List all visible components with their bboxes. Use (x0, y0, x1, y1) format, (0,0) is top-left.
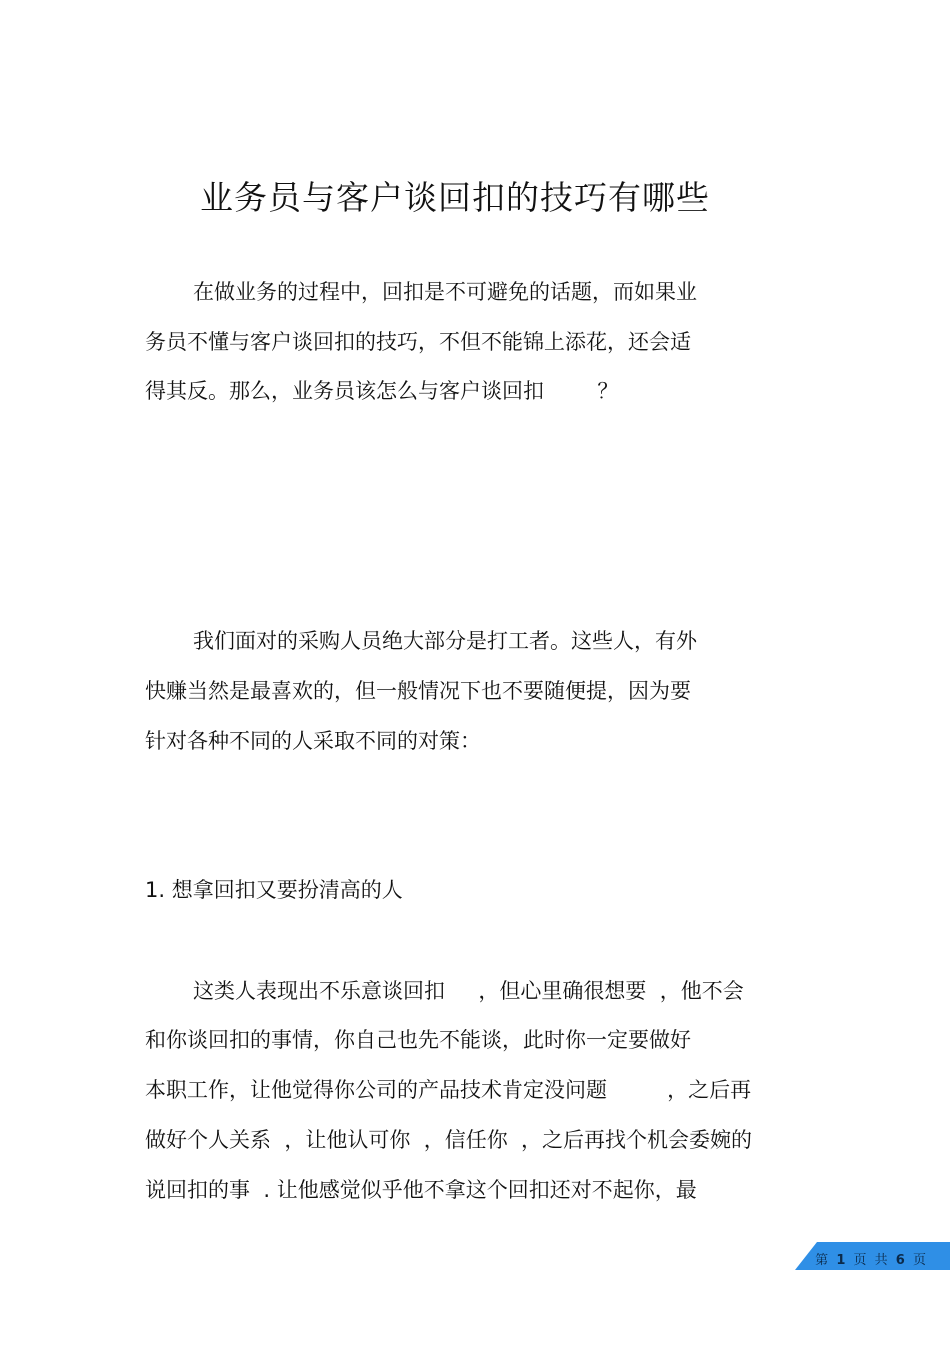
paragraph-2-line-1: 我们面对的采购人员绝大部分是打工者。这些人，有外 (193, 629, 697, 653)
page-prefix: 第 (815, 1253, 831, 1268)
total-page-number: 6 (895, 1253, 907, 1268)
paragraph-2-line-3: 针对各种不同的人采取不同的对策： (145, 729, 481, 753)
page-number-indicator (815, 1249, 928, 1268)
current-page-number: 1 (836, 1253, 848, 1268)
paragraph-1-line-3: 得其反。那么，业务员该怎么与客户谈回扣 ？ (145, 379, 619, 403)
paragraph-3-line-5: 说回扣的事 . 让他感觉似乎他不拿这个回扣还对不起你，最 (145, 1178, 697, 1202)
paragraph-3-line-4: 做好个人关系 ，让他认可你 ，信任你 ，之后再找个机会委婉的 (145, 1128, 753, 1152)
section-heading-1: 1. 想拿回扣又要扮清高的人 (145, 878, 403, 902)
paragraph-2-line-2: 快赚当然是最喜欢的，但一般情况下也不要随便提，因为要 (145, 679, 691, 703)
document-title: 业务员与客户谈回扣的技巧有哪些 (200, 178, 710, 217)
paragraph-3-line-2: 和你谈回扣的事情，你自己也先不能谈，此时你一定要做好 (145, 1028, 691, 1052)
paragraph-3-line-1: 这类人表现出不乐意谈回扣 ，但心里确很想要 ，他不会 (193, 979, 744, 1003)
paragraph-1-line-1: 在做业务的过程中，回扣是不可避免的话题，而如果业 (193, 280, 697, 304)
page-middle-text: 页 共 (853, 1253, 890, 1268)
paragraph-1-line-2: 务员不懂与客户谈回扣的技巧，不但不能锦上添花，还会适 (145, 330, 691, 354)
page-suffix: 页 (912, 1253, 928, 1268)
paragraph-3-line-3: 本职工作，让他觉得你公司的产品技术肯定没问题 ，之后再 (145, 1078, 752, 1102)
